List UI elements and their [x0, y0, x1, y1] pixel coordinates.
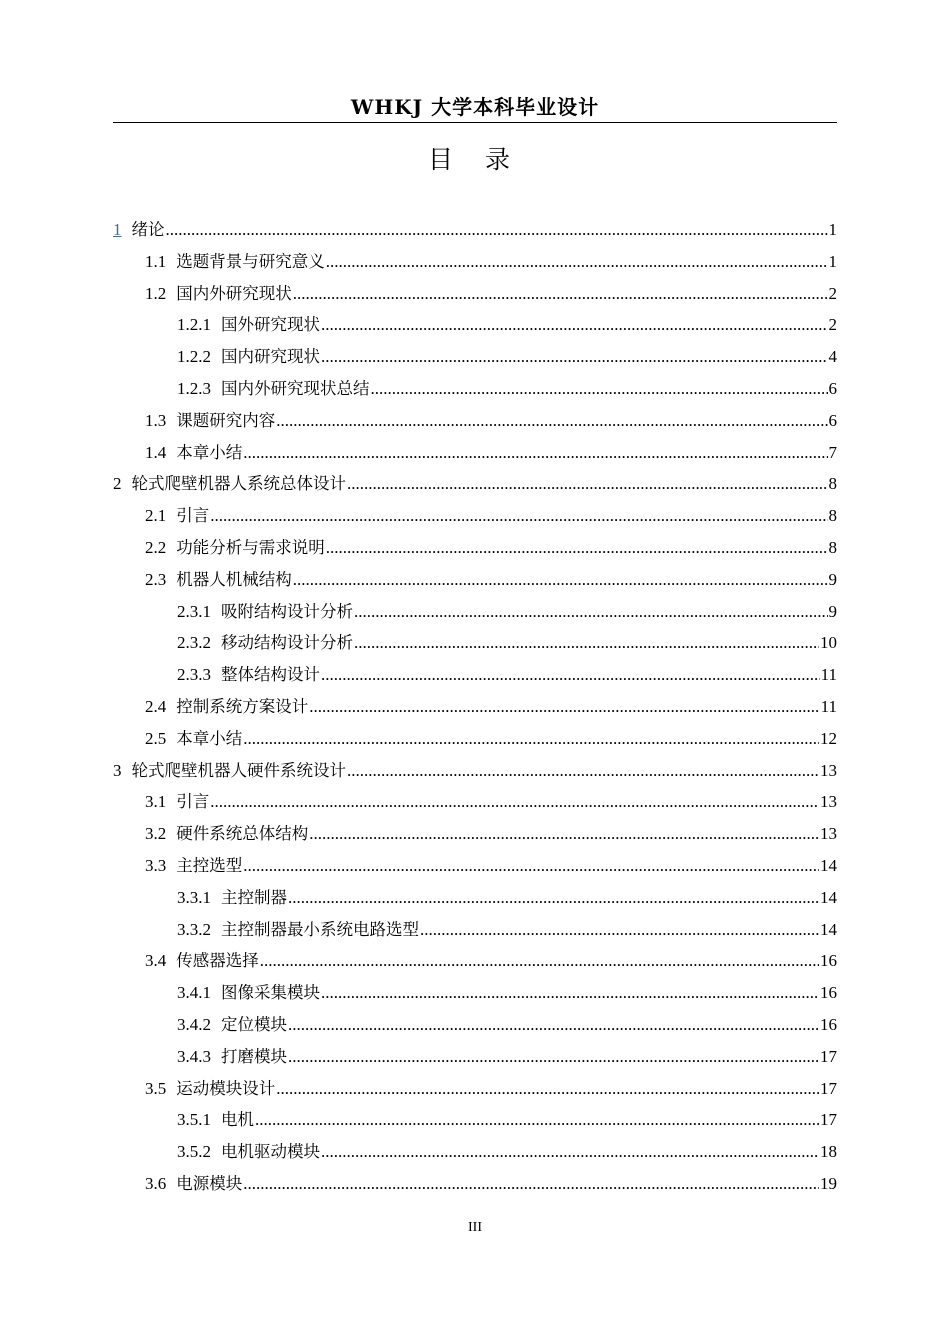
toc-entry-number: 3.2	[145, 824, 167, 844]
toc-dot-leader	[371, 373, 828, 405]
page-number: III	[468, 1220, 482, 1235]
toc-entry-number: 3.5.1	[177, 1110, 211, 1130]
toc-entry[interactable]	[113, 405, 837, 437]
toc-dot-leader	[243, 1168, 819, 1200]
toc-entry-number[interactable]: 1	[113, 220, 122, 239]
toc-entry-label: 图像采集模块	[221, 983, 320, 1003]
toc-entry-page: 13	[820, 760, 837, 780]
toc-entry-page: 11	[820, 665, 837, 685]
toc-entry-label: 选题背景与研究意义	[176, 251, 325, 271]
toc-entry-number: 3	[113, 760, 122, 780]
toc-entry[interactable]	[113, 500, 837, 532]
toc-entry-label: 运动模块设计	[176, 1078, 276, 1098]
toc-dot-leader	[321, 977, 819, 1009]
toc-entry-label: 主控制器最小系统电路选型	[221, 919, 419, 939]
toc-entry[interactable]	[113, 977, 837, 1009]
toc-entry-page: 13	[820, 824, 837, 844]
toc-entry-number: 2	[113, 474, 122, 494]
toc-entry-number: 3.1	[145, 792, 167, 812]
toc-entry-page: 2	[828, 315, 837, 335]
toc-entry-page: 9	[828, 601, 837, 621]
toc-entry-label: 引言	[176, 792, 210, 812]
toc-entry[interactable]	[113, 468, 837, 500]
toc-dot-leader	[210, 500, 827, 532]
toc-dot-leader	[255, 1104, 819, 1136]
toc-dot-leader	[347, 755, 819, 787]
toc-entry[interactable]	[113, 1073, 837, 1105]
header-text: WHKJ 大学本科毕业设计	[350, 95, 600, 119]
toc-entry-label: 主控制器	[221, 887, 287, 907]
toc-entry-number: 3.4.2	[177, 1014, 211, 1034]
toc-dot-leader	[288, 1009, 819, 1041]
toc-entry-number: 2.2	[145, 537, 167, 557]
toc-entry-page: 7	[828, 442, 837, 462]
toc-entry[interactable]	[113, 945, 837, 977]
toc-entry-page: 6	[828, 378, 837, 398]
toc-entry-number: 2.3.3	[177, 665, 211, 685]
toc-dot-leader	[321, 659, 820, 691]
toc-dot-leader	[288, 882, 819, 914]
toc-entry-number: 3.3	[145, 855, 167, 875]
toc-entry-page: 13	[820, 792, 837, 812]
toc-entry-page: 16	[820, 1014, 837, 1034]
toc-entry[interactable]	[113, 214, 837, 246]
toc-entry[interactable]	[113, 1009, 837, 1041]
toc-entry-page: 1	[828, 251, 837, 271]
toc-dot-leader	[243, 723, 819, 755]
toc-entry-label: 课题研究内容	[176, 410, 276, 430]
toc-entry-number: 1.4	[145, 442, 167, 462]
toc-entry-number: 2.3.2	[177, 633, 211, 653]
toc-entry-label: 国内外研究现状	[176, 283, 292, 303]
toc-dot-leader	[293, 564, 828, 596]
toc-entry[interactable]	[113, 1104, 837, 1136]
toc-entry[interactable]	[113, 341, 837, 373]
toc-entry[interactable]	[113, 1168, 837, 1200]
toc-entry-page: 6	[828, 410, 837, 430]
toc-entry-label: 控制系统方案设计	[176, 696, 309, 716]
toc-dot-leader	[420, 914, 819, 946]
toc-dot-leader	[276, 405, 827, 437]
toc-entry-number: 2.3.1	[177, 601, 211, 621]
toc-entry-label: 轮式爬壁机器人系统总体设计	[131, 474, 346, 494]
toc-entry-page: 19	[820, 1173, 837, 1193]
toc-title: 目 录	[428, 145, 522, 174]
toc-entry-page: 14	[820, 887, 837, 907]
toc-entry-page: 9	[828, 569, 837, 589]
toc-entry-number: 3.5.2	[177, 1142, 211, 1162]
toc-dot-leader	[326, 532, 828, 564]
toc-entry-number: 3.3.2	[177, 919, 211, 939]
toc-entry-page: 11	[820, 696, 837, 716]
toc-entry-page: 8	[828, 474, 837, 494]
toc-entry-label: 本章小结	[176, 728, 243, 748]
toc-entry[interactable]	[113, 437, 837, 469]
toc-entry-page: 17	[820, 1078, 837, 1098]
toc-entry-label: 整体结构设计	[221, 665, 320, 685]
toc-dot-leader	[309, 691, 819, 723]
toc-entry-page: 1	[828, 220, 837, 239]
toc-entry-label: 轮式爬壁机器人硬件系统设计	[131, 760, 346, 780]
toc-dot-leader	[347, 468, 828, 500]
toc-dot-leader	[293, 278, 828, 310]
toc-entry-page: 8	[828, 506, 837, 526]
toc-entry-label: 功能分析与需求说明	[176, 537, 325, 557]
toc-dot-leader	[288, 1041, 819, 1073]
toc-dot-leader	[354, 596, 828, 628]
toc-entry-page: 2	[828, 283, 837, 303]
toc-entry-label: 传感器选择	[176, 951, 259, 971]
toc-entry[interactable]	[113, 278, 837, 310]
toc-entry[interactable]	[113, 691, 837, 723]
toc-entry-label: 绪论	[131, 220, 165, 239]
toc-entry-number: 1.3	[145, 410, 167, 430]
toc-entry-page: 17	[820, 1110, 837, 1130]
toc-entry-number: 2.1	[145, 506, 167, 526]
toc-entry-label: 移动结构设计分析	[221, 633, 353, 653]
toc-entry-number: 2.3	[145, 569, 167, 589]
toc-entry-page: 10	[820, 633, 837, 653]
toc-dot-leader	[326, 246, 828, 278]
toc-entry-number: 3.6	[145, 1173, 167, 1193]
toc-entry-number: 1.1	[145, 251, 167, 271]
toc-entry-number: 2.5	[145, 728, 167, 748]
toc-entry-label: 本章小结	[176, 442, 243, 462]
toc-entry-page: 4	[828, 347, 837, 367]
toc-entry[interactable]	[113, 914, 837, 946]
toc-entry[interactable]	[113, 818, 837, 850]
toc-dot-leader	[260, 945, 819, 977]
toc-entry-number: 1.2.3	[177, 378, 211, 398]
toc-entry-label: 国内外研究现状总结	[221, 378, 370, 398]
toc-entry[interactable]	[113, 627, 837, 659]
toc-entry-label: 电源模块	[176, 1173, 243, 1193]
toc-entry-page: 17	[820, 1046, 837, 1066]
toc-entry[interactable]	[113, 1136, 837, 1168]
page-header	[113, 92, 837, 123]
toc-entry-page: 16	[820, 983, 837, 1003]
toc-entry-page: 14	[820, 919, 837, 939]
toc-entry-page: 16	[820, 951, 837, 971]
toc-entry[interactable]	[113, 564, 837, 596]
toc-entry-number: 3.5	[145, 1078, 167, 1098]
toc-entry-label: 主控选型	[176, 855, 243, 875]
toc-entry-label: 电机驱动模块	[221, 1142, 320, 1162]
toc-entry-number: 2.4	[145, 696, 167, 716]
toc-dot-leader	[243, 437, 827, 469]
toc-entry-number: 3.4	[145, 951, 167, 971]
toc-entry-label: 国内研究现状	[221, 347, 320, 367]
toc-entry-label: 打磨模块	[221, 1046, 287, 1066]
toc-entry-label: 机器人机械结构	[176, 569, 292, 589]
toc-dot-leader	[321, 309, 828, 341]
toc-dot-leader	[309, 818, 819, 850]
toc-dot-leader	[166, 214, 828, 246]
toc-entry-page: 12	[820, 728, 837, 748]
toc-dot-leader	[210, 786, 819, 818]
toc-entry-number: 3.3.1	[177, 887, 211, 907]
table-of-contents	[113, 214, 837, 1200]
toc-entry-number: 3.4.1	[177, 983, 211, 1003]
toc-entry-label: 定位模块	[221, 1014, 287, 1034]
toc-dot-leader	[276, 1073, 819, 1105]
toc-dot-leader	[243, 850, 819, 882]
toc-entry-label: 国外研究现状	[221, 315, 320, 335]
toc-entry[interactable]	[113, 309, 837, 341]
toc-entry[interactable]	[113, 755, 837, 787]
toc-dot-leader	[321, 341, 828, 373]
toc-entry-page: 8	[828, 537, 837, 557]
toc-entry[interactable]	[113, 659, 837, 691]
toc-entry-number: 1.2.2	[177, 347, 211, 367]
toc-entry-number: 3.4.3	[177, 1046, 211, 1066]
toc-entry[interactable]	[113, 850, 837, 882]
toc-entry-label: 硬件系统总体结构	[176, 824, 309, 844]
toc-entry-page: 18	[820, 1142, 837, 1162]
toc-entry[interactable]	[113, 1041, 837, 1073]
toc-entry-label: 电机	[221, 1110, 254, 1130]
toc-entry-label: 吸附结构设计分析	[221, 601, 353, 621]
toc-entry[interactable]	[113, 246, 837, 278]
toc-dot-leader	[321, 1136, 819, 1168]
toc-entry[interactable]	[113, 786, 837, 818]
toc-entry-page: 14	[820, 855, 837, 875]
toc-entry[interactable]	[113, 532, 837, 564]
toc-entry[interactable]	[113, 723, 837, 755]
toc-entry[interactable]	[113, 596, 837, 628]
toc-entry[interactable]	[113, 373, 837, 405]
toc-entry-number: 1.2.1	[177, 315, 211, 335]
toc-dot-leader	[354, 627, 819, 659]
toc-entry-number: 1.2	[145, 283, 167, 303]
toc-entry-label: 引言	[176, 506, 210, 526]
toc-entry[interactable]	[113, 882, 837, 914]
